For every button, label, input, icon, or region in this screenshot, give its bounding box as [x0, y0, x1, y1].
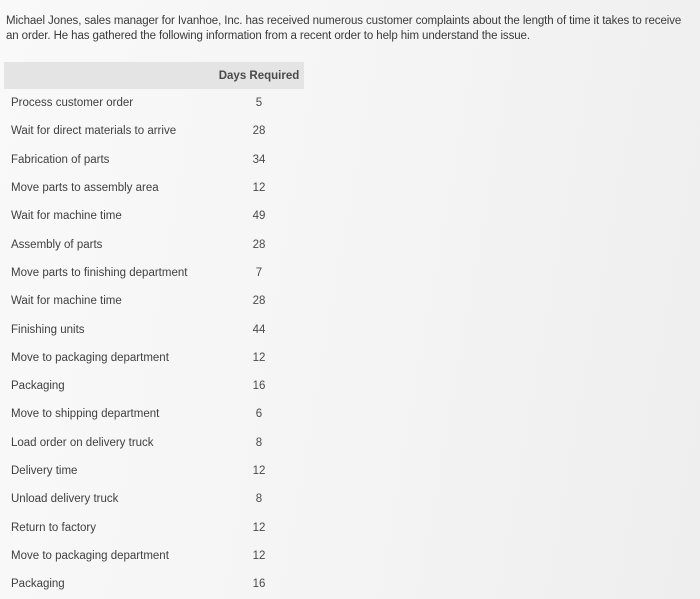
days-value: 7 — [255, 266, 263, 279]
table-row — [4, 485, 304, 513]
table-row — [4, 89, 304, 117]
days-value: 5 — [255, 97, 263, 110]
activity-label: Finishing units — [11, 323, 85, 336]
table-row — [4, 117, 304, 145]
table-row — [4, 344, 304, 372]
days-required-table — [4, 62, 304, 598]
table-header — [4, 62, 304, 89]
table-row — [4, 202, 304, 230]
table-row — [4, 174, 304, 202]
days-value: 28 — [252, 295, 266, 308]
table-row — [4, 146, 304, 174]
activity-label: Assembly of parts — [11, 238, 103, 251]
days-value: 34 — [252, 153, 266, 166]
table-row — [4, 570, 304, 598]
activity-label: Move to shipping department — [11, 408, 160, 421]
table-row — [4, 287, 304, 315]
table-row — [4, 513, 304, 541]
activity-label: Wait for machine time — [11, 210, 122, 223]
table-body — [4, 89, 304, 598]
days-value: 44 — [252, 323, 266, 336]
days-value: 16 — [252, 380, 266, 393]
days-value: 49 — [252, 210, 266, 223]
activity-label: Move to packaging department — [11, 549, 169, 562]
table-row — [4, 429, 304, 457]
activity-label: Move parts to finishing department — [11, 266, 188, 279]
activity-label: Load order on delivery truck — [11, 436, 154, 449]
activity-label: Process customer order — [11, 97, 134, 110]
header-days-required: Days Required — [218, 69, 300, 82]
days-value: 28 — [252, 125, 266, 138]
table-row — [4, 542, 304, 570]
days-value: 28 — [252, 238, 266, 251]
table-row — [4, 315, 304, 343]
activity-label: Move to packaging department — [11, 351, 169, 364]
table-row — [4, 400, 304, 428]
days-value: 12 — [252, 182, 266, 195]
activity-label: Wait for direct materials to arrive — [11, 125, 177, 138]
activity-label: Unload delivery truck — [11, 493, 119, 506]
days-value: 8 — [255, 493, 263, 506]
activity-label: Move parts to assembly area — [11, 182, 159, 195]
table-row — [4, 372, 304, 400]
days-value: 6 — [255, 408, 263, 421]
table-row — [4, 457, 304, 485]
days-value: 12 — [252, 521, 266, 534]
activity-label: Fabrication of parts — [11, 153, 110, 166]
activity-label: Return to factory — [11, 521, 97, 534]
table-row — [4, 259, 304, 287]
activity-label: Delivery time — [11, 465, 78, 477]
table-row — [4, 230, 304, 258]
days-value: 8 — [255, 436, 263, 449]
activity-label: Packaging — [11, 380, 65, 393]
intro-paragraph: Michael Jones, sales manager for Ivanhoe, Inc. has received numerous customer complaints about the length of time it takes to receive an order. He has gathered the following information from a recent order to help him understand the issue. — [6, 15, 682, 42]
activity-label: Packaging — [11, 578, 65, 591]
days-value: 16 — [252, 578, 266, 591]
activity-label: Wait for machine time — [11, 295, 122, 308]
days-value: 12 — [252, 465, 266, 477]
days-value: 12 — [252, 351, 266, 364]
days-value: 12 — [252, 549, 266, 562]
